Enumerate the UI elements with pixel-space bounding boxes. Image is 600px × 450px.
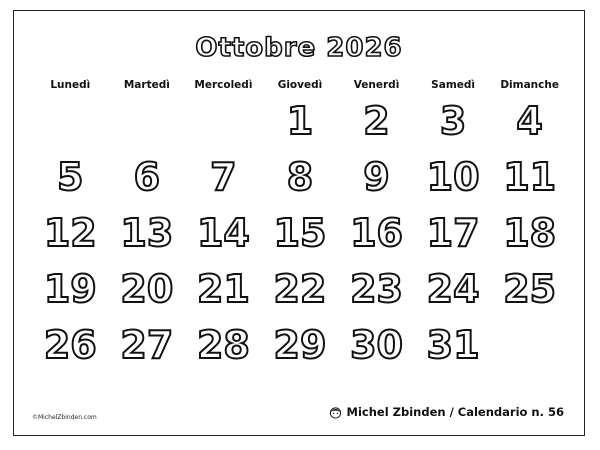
day-cell: 3 xyxy=(439,99,467,143)
face-avatar-icon xyxy=(329,406,342,419)
day-cell: 21 xyxy=(196,267,250,311)
day-cell: 25 xyxy=(503,267,557,311)
day-cell: 15 xyxy=(273,211,327,255)
day-cell: 2 xyxy=(363,99,390,143)
weekday-label: Mercoledì xyxy=(194,79,253,91)
day-cell: 5 xyxy=(57,155,84,199)
day-cell: 13 xyxy=(120,211,174,255)
day-cell: 6 xyxy=(133,155,161,199)
day-cell: 14 xyxy=(196,211,250,255)
day-cell: 30 xyxy=(350,323,403,367)
calendar-sheet xyxy=(13,10,585,436)
credit-line xyxy=(329,405,564,419)
weekday-label: Giovedì xyxy=(277,79,323,91)
day-cell: 22 xyxy=(273,267,327,311)
day-cell: 11 xyxy=(503,155,557,199)
day-cell: 24 xyxy=(426,267,480,311)
weekday-label: Dimanche xyxy=(500,79,559,91)
day-cell: 16 xyxy=(350,211,403,255)
day-cell: 26 xyxy=(43,323,97,367)
calendar-title: Ottobre 2026 xyxy=(195,33,403,63)
day-cell: 1 xyxy=(286,99,314,143)
day-cell: 9 xyxy=(363,155,390,199)
weekday-label: Lunedì xyxy=(50,79,91,91)
weekday-label: Martedì xyxy=(123,79,170,91)
day-cell: 8 xyxy=(286,155,314,199)
day-cell: 10 xyxy=(426,155,480,199)
day-cell: 20 xyxy=(120,267,174,311)
day-cell: 31 xyxy=(426,323,480,367)
day-cell: 4 xyxy=(516,99,543,143)
empty-day-cell xyxy=(185,93,262,149)
copyright-text: ©MichelZbinden.com xyxy=(32,414,97,421)
weekday-label: Samedì xyxy=(431,79,475,91)
day-cell: 12 xyxy=(43,211,97,255)
day-cell: 7 xyxy=(210,155,237,199)
day-cell: 23 xyxy=(350,267,403,311)
credit-text: Michel Zbinden / Calendario n. 56 xyxy=(346,405,564,419)
day-cell: 28 xyxy=(196,323,250,367)
empty-day-cell xyxy=(32,93,109,149)
empty-day-cell xyxy=(109,93,186,149)
day-cell: 19 xyxy=(43,267,97,311)
day-cell: 27 xyxy=(120,323,174,367)
day-cell: 18 xyxy=(503,211,557,255)
day-cell: 17 xyxy=(426,211,480,255)
day-cell: 29 xyxy=(273,323,327,367)
weekday-header xyxy=(32,79,568,91)
weekday-label: Venerdì xyxy=(353,79,400,91)
day-grid xyxy=(32,93,568,373)
